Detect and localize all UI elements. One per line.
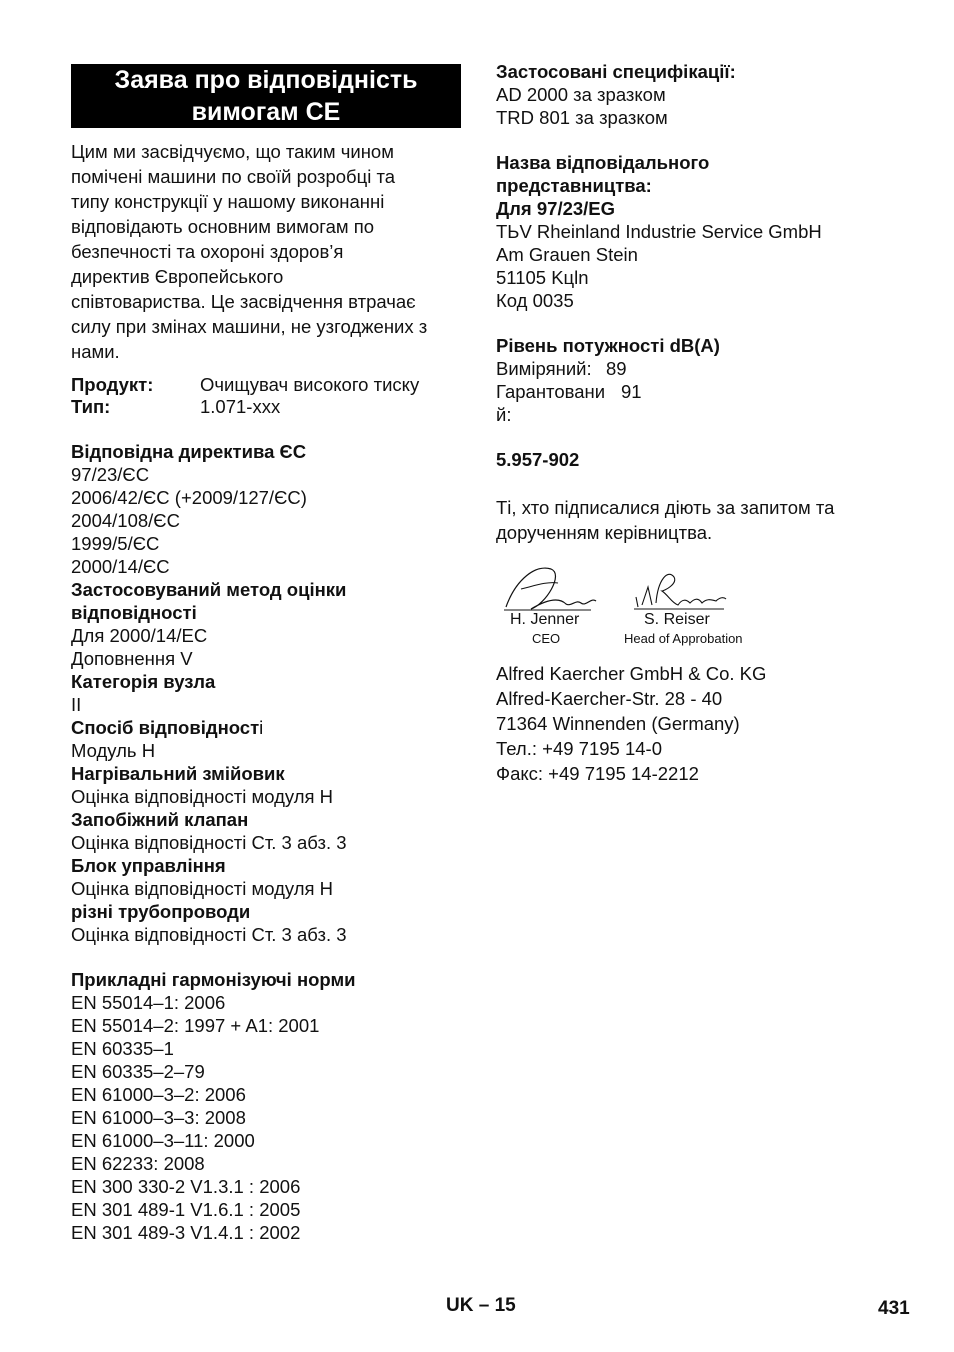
conformity-heading-tail: і [259, 717, 264, 738]
pipes-value: Оцінка відповідності Ст. 3 абз. 3 [71, 924, 347, 945]
directive-section [71, 440, 461, 946]
directive-item: 2004/108/ЄС [71, 510, 180, 531]
norm-item: EN 55014–2: 1997 + A1: 2001 [71, 1015, 320, 1036]
conformity-value: Модуль H [71, 740, 156, 761]
intro-line: директив Європейського [71, 266, 284, 287]
agency-section [496, 151, 916, 312]
method-heading: Застосовуваний метод оцінки [71, 579, 347, 600]
category-value: II [71, 694, 82, 715]
company-line: Alfred-Kaercher-Str. 28 - 40 [496, 688, 723, 709]
control-heading: Блок управління [71, 855, 226, 876]
company-line: 71364 Winnenden (Germany) [496, 713, 740, 734]
heating-heading: Нагрівальний змійовик [71, 763, 285, 784]
title-line-2: вимогам CE [191, 98, 341, 126]
measured-row [496, 357, 916, 380]
pipes-heading: різні трубопроводи [71, 901, 251, 922]
spec-item: AD 2000 за зразком [496, 84, 666, 105]
norm-item: EN 61000–3–11: 2000 [71, 1130, 255, 1151]
signer2-name: S. Reiser [644, 611, 710, 628]
norm-item: EN 60335–1 [71, 1038, 174, 1059]
signers-note [496, 495, 916, 545]
signer1-name: H. Jenner [510, 611, 580, 628]
guaranteed-row [496, 380, 916, 403]
specs-section [496, 60, 916, 129]
agency-line: ТЬV Rheinland Industrie Service GmbH [496, 221, 822, 242]
intro-line: безпечності та охороні здоров’я [71, 241, 344, 262]
title-line-1: Заява про відповідність [114, 66, 418, 94]
agency-line: 51105 Kцln [496, 267, 589, 288]
company-line: Факс: +49 7195 14-2212 [496, 763, 699, 784]
measured-label: Виміряний: [496, 358, 592, 379]
norms-heading: Прикладні гармонізуючі норми [71, 969, 356, 990]
intro-paragraph [71, 139, 461, 364]
directive-item: 1999/5/ЄС [71, 533, 160, 554]
company-address [496, 661, 916, 786]
method-line: Для 2000/14/EC [71, 625, 208, 646]
type-label: Тип: [71, 396, 111, 417]
product-value: Очищувач високого тиску [200, 374, 420, 395]
type-value: 1.071-xxx [200, 396, 281, 417]
measured-value: 89 [606, 358, 627, 379]
valve-value: Оцінка відповідності Ст. 3 абз. 3 [71, 832, 347, 853]
signers-note-line: дорученням керівництва. [496, 522, 713, 543]
type-row [71, 396, 461, 418]
intro-line: співтовариства. Це засвідчення втрачає [71, 291, 416, 312]
intro-line: Цим ми засвідчуємо, що таким чином [71, 141, 394, 162]
norm-item: EN 300 330-2 V1.3.1 : 2006 [71, 1176, 301, 1197]
directive-item: 97/23/ЄС [71, 464, 150, 485]
valve-heading: Запобіжний клапан [71, 809, 249, 830]
company-line: Тел.: +49 7195 14-0 [496, 738, 662, 759]
guaranteed-label: Гарантовани [496, 381, 606, 402]
jenner-signature [506, 568, 596, 609]
signers-note-line: Ті, хто підписалися діють за запитом та [496, 497, 835, 518]
norm-item: EN 61000–3–2: 2006 [71, 1084, 246, 1105]
method-heading: відповідності [71, 602, 197, 623]
agency-line: Am Grauen Stein [496, 244, 638, 265]
norm-item: EN 62233: 2008 [71, 1153, 205, 1174]
signature-graphics [496, 559, 756, 619]
company-line: Alfred Kaercher GmbH & Co. KG [496, 663, 767, 684]
spec-item: TRD 801 за зразком [496, 107, 668, 128]
norm-item: EN 301 489-1 V1.6.1 : 2005 [71, 1199, 301, 1220]
right-column [496, 60, 916, 786]
page-number: 431 [878, 1298, 910, 1319]
method-line: Доповнення V [71, 648, 193, 669]
norm-item: EN 61000–3–3: 2008 [71, 1107, 246, 1128]
specs-heading: Застосовані специфікації: [496, 61, 736, 82]
agency-heading: Назва відповідального [496, 152, 710, 173]
intro-line: нами. [71, 341, 120, 362]
product-label: Продукт: [71, 374, 154, 395]
directive-heading: Відповідна директива ЄС [71, 441, 307, 462]
norm-item: EN 60335–2–79 [71, 1061, 205, 1082]
intro-line: силу при змінах машини, не узгоджених з [71, 316, 428, 337]
agency-heading: представництва: [496, 175, 652, 196]
norms-section [71, 968, 461, 1244]
control-value: Оцінка відповідності модуля H [71, 878, 334, 899]
intro-line: відповідають основним вимогам по [71, 216, 375, 237]
guaranteed-value: 91 [621, 381, 642, 402]
norm-item: EN 55014–1: 2006 [71, 992, 226, 1013]
left-column [71, 64, 461, 1244]
agency-line: Код 0035 [496, 290, 574, 311]
category-heading: Категорія вузла [71, 671, 216, 692]
product-info [71, 374, 461, 418]
intro-line: типу конструкції у нашому виконанні [71, 191, 385, 212]
agency-heading: Для 97/23/EG [496, 198, 616, 219]
intro-line: помічені машини по своїй розробці та [71, 166, 396, 187]
footer-code: UK – 15 [446, 1295, 516, 1316]
power-section [496, 334, 916, 426]
directive-item: 2000/14/ЄС [71, 556, 170, 577]
signer1-role: CEO [532, 631, 561, 646]
power-heading: Рівень потужності dB(A) [496, 335, 720, 356]
signatures [496, 559, 916, 651]
signer2-role: Head of Approbation [624, 631, 743, 646]
doc-number: 5.957-902 [496, 449, 580, 470]
page-title [71, 64, 461, 128]
product-row [71, 374, 461, 396]
guaranteed-tail: й: [496, 404, 512, 425]
norm-item: EN 301 489-3 V1.4.1 : 2002 [71, 1222, 301, 1243]
reiser-signature [636, 574, 726, 607]
conformity-heading [71, 716, 461, 739]
directive-item: 2006/42/ЄС (+2009/127/ЄС) [71, 487, 307, 508]
conformity-heading-bold: Спосіб відповідност [71, 717, 260, 738]
heating-value: Оцінка відповідності модуля H [71, 786, 334, 807]
